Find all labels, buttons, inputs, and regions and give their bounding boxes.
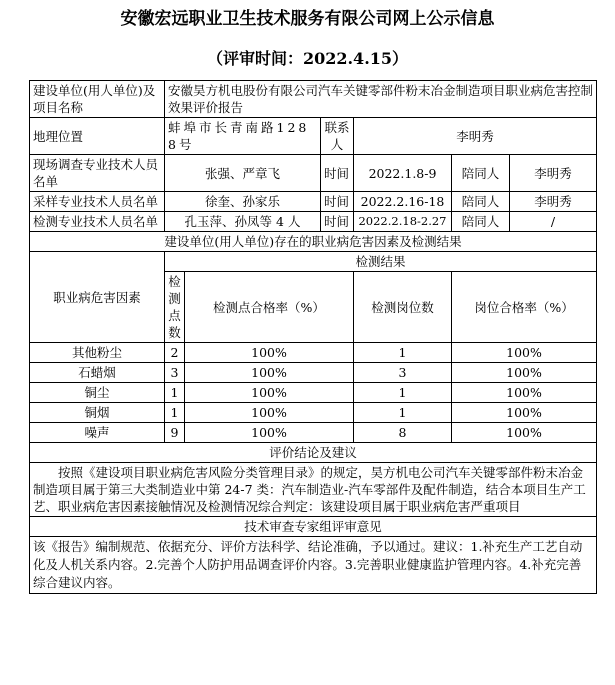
results-header: 检测结果 [165, 252, 597, 272]
posts-value: 1 [354, 403, 452, 423]
factor-name: 其他粉尘 [30, 343, 165, 363]
conclusion-row [30, 463, 597, 517]
hazards-section-row [30, 232, 597, 252]
disclosure-table [29, 80, 597, 594]
factor-name: 铜尘 [30, 383, 165, 403]
survey-row [30, 155, 597, 192]
post-rate-value: 100% [452, 363, 597, 383]
testing-names: 孔玉萍、孙凤等 4 人 [165, 212, 321, 232]
review-row [30, 537, 597, 594]
location-label: 地理位置 [30, 118, 165, 155]
table-row [30, 423, 597, 443]
conclusion-text: 按照《建设项目职业病危害风险分类管理目录》的规定，昊方机电公司汽车关键零部件粉末冶金制造项目属于第三大类制造业中第 24-7 类：汽车制造业-汽车零部件及配件制造，结合本项目生产工艺、职业病危害因素接触情况及检测情况综合判定：该建设项目属于职业病危害严重项目 [30, 463, 597, 517]
points-value: 2 [165, 343, 185, 363]
sampling-companion: 李明秀 [510, 192, 597, 212]
contact-value: 李明秀 [354, 118, 597, 155]
point-rate-value: 100% [185, 403, 354, 423]
project-label: 建设单位(用人单位)及项目名称 [30, 81, 165, 118]
factor-name: 噪声 [30, 423, 165, 443]
col-points: 检测点数 [165, 272, 185, 343]
survey-companion: 李明秀 [510, 155, 597, 192]
factor-name: 铜烟 [30, 403, 165, 423]
sampling-time-label: 时间 [321, 192, 354, 212]
post-rate-value: 100% [452, 383, 597, 403]
col-point-rate: 检测点合格率（%） [185, 272, 354, 343]
sampling-label: 采样专业技术人员名单 [30, 192, 165, 212]
project-value: 安徽昊方机电股份有限公司汽车关键零部件粉末冶金制造项目职业病危害控制效果评价报告 [165, 81, 597, 118]
testing-label: 检测专业技术人员名单 [30, 212, 165, 232]
posts-value: 3 [354, 363, 452, 383]
survey-companion-label: 陪同人 [452, 155, 510, 192]
posts-value: 1 [354, 343, 452, 363]
points-value: 1 [165, 403, 185, 423]
point-rate-value: 100% [185, 423, 354, 443]
page-title: 安徽宏远职业卫生技术服务有限公司网上公示信息 [120, 9, 495, 29]
sampling-row [30, 192, 597, 212]
survey-time-label: 时间 [321, 155, 354, 192]
conclusion-section-row [30, 443, 597, 463]
location-row [30, 118, 597, 155]
table-row [30, 343, 597, 363]
post-rate-value: 100% [452, 423, 597, 443]
col-posts: 检测岗位数 [354, 272, 452, 343]
sampling-time: 2022.2.16-18 [354, 192, 452, 212]
survey-names: 张强、严章飞 [165, 155, 321, 192]
project-row [30, 81, 597, 118]
survey-time: 2022.1.8-9 [354, 155, 452, 192]
sampling-names: 徐奎、孙家乐 [165, 192, 321, 212]
points-value: 3 [165, 363, 185, 383]
contact-label: 联系人 [321, 118, 354, 155]
factor-header: 职业病危害因素 [30, 252, 165, 343]
testing-time: 2022.2.18-2.27 [354, 212, 452, 232]
point-rate-value: 100% [185, 343, 354, 363]
factor-name: 石蜡烟 [30, 363, 165, 383]
points-value: 1 [165, 383, 185, 403]
testing-time-label: 时间 [321, 212, 354, 232]
review-section-title: 技术审查专家组评审意见 [30, 517, 597, 537]
table-row [30, 363, 597, 383]
points-value: 9 [165, 423, 185, 443]
conclusion-section-title: 评价结论及建议 [30, 443, 597, 463]
posts-value: 1 [354, 383, 452, 403]
review-text: 该《报告》编制规范、依据充分、评价方法科学、结论准确，予以通过。建议：1.补充生产工艺自动化及人机关系内容。2.完善个人防护用品调查评价内容。3.完善职业健康监护管理内容。4.补充完善综合建议内容。 [30, 537, 597, 594]
hazards-header-row [30, 252, 597, 272]
review-date: （评审时间：2022.4.15） [206, 49, 409, 68]
point-rate-value: 100% [185, 363, 354, 383]
survey-label: 现场调查专业技术人员名单 [30, 155, 165, 192]
hazards-section-title: 建设单位(用人单位)存在的职业病危害因素及检测结果 [30, 232, 597, 252]
location-value: 蚌埠市长青南路1288号 [165, 118, 321, 155]
table-row [30, 403, 597, 423]
post-rate-value: 100% [452, 343, 597, 363]
sampling-companion-label: 陪同人 [452, 192, 510, 212]
testing-row [30, 212, 597, 232]
post-rate-value: 100% [452, 403, 597, 423]
review-section-row [30, 517, 597, 537]
testing-companion: / [510, 212, 597, 232]
point-rate-value: 100% [185, 383, 354, 403]
testing-companion-label: 陪同人 [452, 212, 510, 232]
col-post-rate: 岗位合格率（%） [452, 272, 597, 343]
posts-value: 8 [354, 423, 452, 443]
table-row [30, 383, 597, 403]
